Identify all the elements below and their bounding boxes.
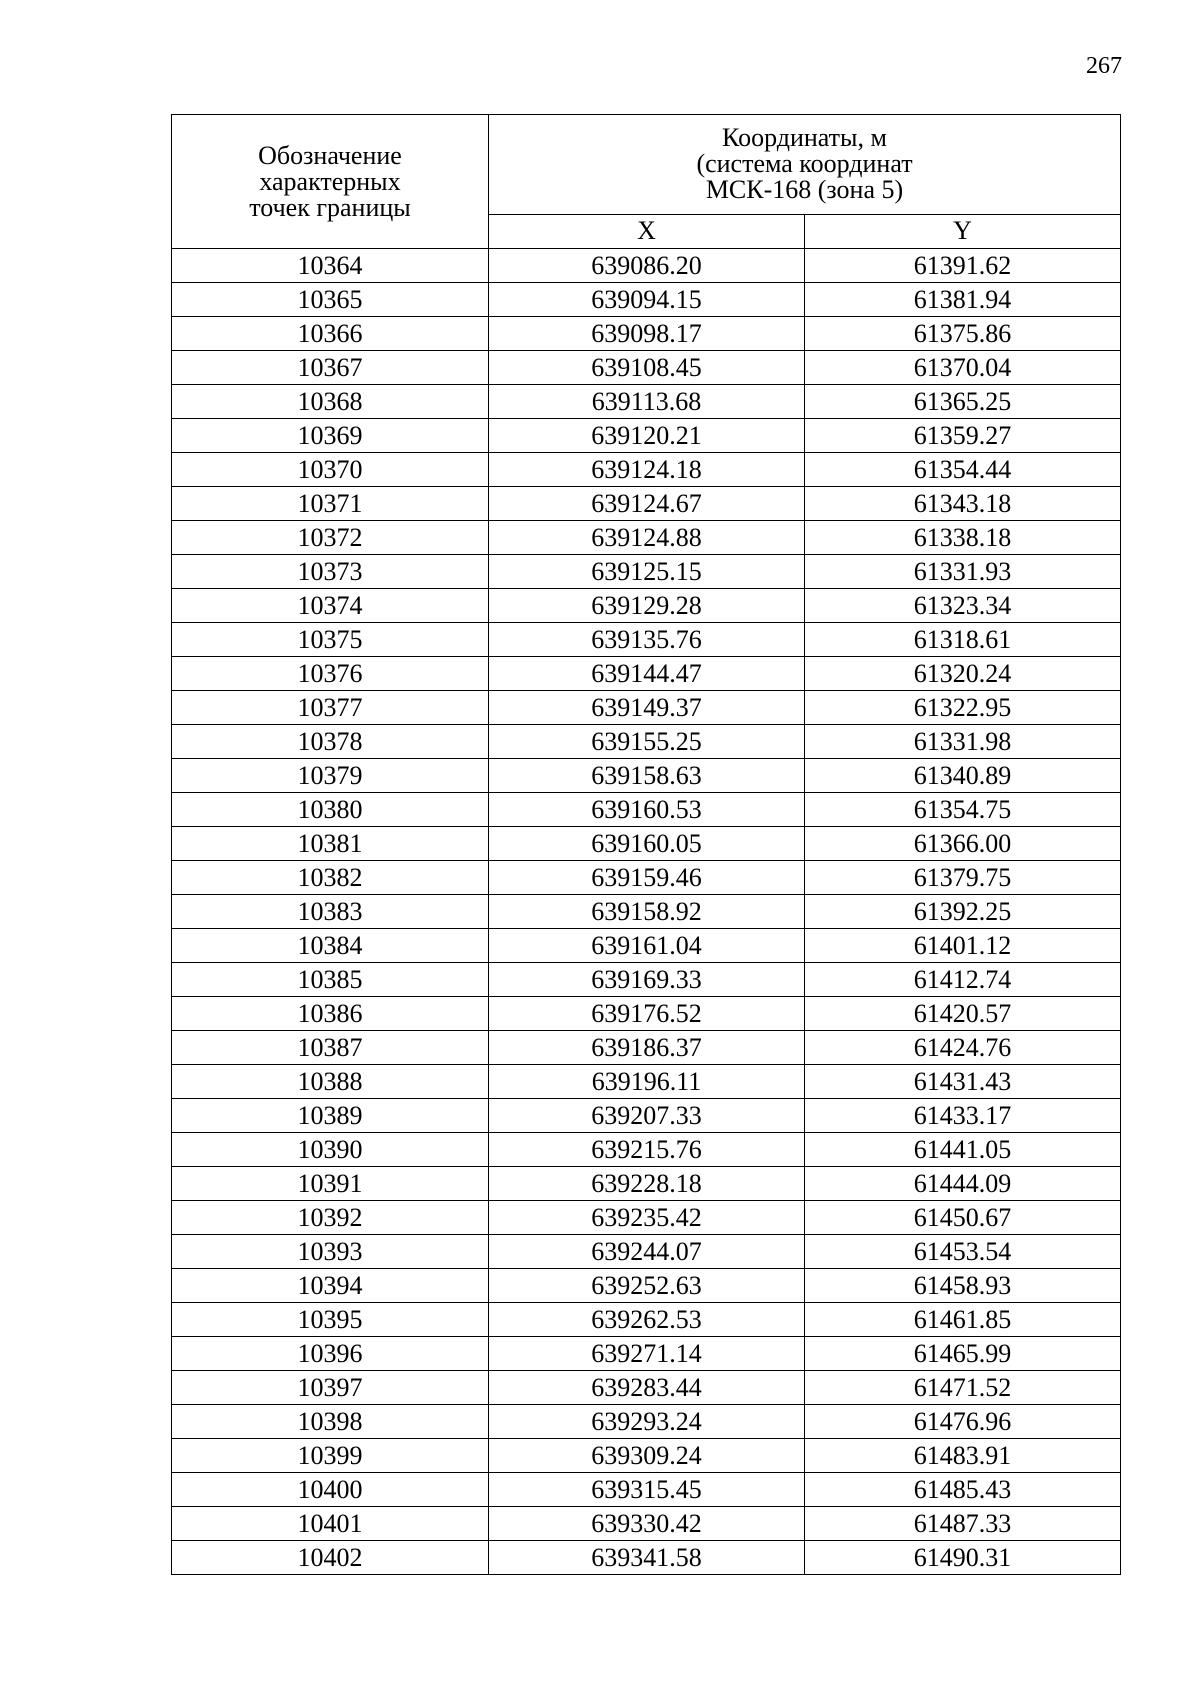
y-coordinate-cell: 61381.94	[805, 283, 1121, 317]
table-row	[172, 1031, 1121, 1065]
table-row	[172, 1235, 1121, 1269]
table-row	[172, 453, 1121, 487]
y-coordinate-cell: 61401.12	[805, 929, 1121, 963]
point-cell: 10397	[172, 1371, 489, 1405]
x-coordinate-cell: 639161.04	[489, 929, 805, 963]
x-coordinate-cell: 639158.63	[489, 759, 805, 793]
table-row	[172, 1405, 1121, 1439]
x-coordinate-cell: 639120.21	[489, 419, 805, 453]
y-coordinate-cell: 61485.43	[805, 1473, 1121, 1507]
x-coordinate-cell: 639144.47	[489, 657, 805, 691]
x-coordinate-cell: 639149.37	[489, 691, 805, 725]
point-header-line-3: точек границы	[249, 192, 411, 222]
y-coordinate-cell: 61354.75	[805, 793, 1121, 827]
x-coordinate-cell: 639108.45	[489, 351, 805, 385]
point-cell: 10374	[172, 589, 489, 623]
point-cell: 10395	[172, 1303, 489, 1337]
table-row	[172, 759, 1121, 793]
x-coordinate-cell: 639155.25	[489, 725, 805, 759]
coordinates-table	[171, 114, 1121, 1575]
x-coordinate-cell: 639341.58	[489, 1541, 805, 1575]
table-row	[172, 827, 1121, 861]
table-row	[172, 419, 1121, 453]
y-coordinate-cell: 61412.74	[805, 963, 1121, 997]
x-coordinate-cell: 639252.63	[489, 1269, 805, 1303]
y-coordinate-cell: 61322.95	[805, 691, 1121, 725]
x-coordinate-cell: 639129.28	[489, 589, 805, 623]
y-coordinate-cell: 61487.33	[805, 1507, 1121, 1541]
y-coordinate-cell: 61340.89	[805, 759, 1121, 793]
table-row	[172, 1065, 1121, 1099]
y-coordinate-cell: 61441.05	[805, 1133, 1121, 1167]
point-cell: 10386	[172, 997, 489, 1031]
table-row	[172, 1371, 1121, 1405]
y-coordinate-cell: 61331.93	[805, 555, 1121, 589]
x-coordinate-cell: 639113.68	[489, 385, 805, 419]
y-coordinate-cell: 61420.57	[805, 997, 1121, 1031]
table-row	[172, 657, 1121, 691]
point-cell: 10383	[172, 895, 489, 929]
x-coordinate-cell: 639309.24	[489, 1439, 805, 1473]
y-coordinate-cell: 61318.61	[805, 623, 1121, 657]
point-cell: 10376	[172, 657, 489, 691]
x-coordinate-cell: 639086.20	[489, 249, 805, 283]
x-coordinate-cell: 639186.37	[489, 1031, 805, 1065]
point-cell: 10399	[172, 1439, 489, 1473]
x-coordinate-cell: 639315.45	[489, 1473, 805, 1507]
point-cell: 10396	[172, 1337, 489, 1371]
point-cell: 10365	[172, 283, 489, 317]
point-designation-header	[172, 115, 489, 249]
x-coordinate-cell: 639207.33	[489, 1099, 805, 1133]
y-coordinate-cell: 61338.18	[805, 521, 1121, 555]
y-coordinate-cell: 61379.75	[805, 861, 1121, 895]
x-coordinate-cell: 639244.07	[489, 1235, 805, 1269]
table-row	[172, 1303, 1121, 1337]
y-coordinate-cell: 61433.17	[805, 1099, 1121, 1133]
y-coordinate-cell: 61331.98	[805, 725, 1121, 759]
table-row	[172, 895, 1121, 929]
y-coordinate-cell: 61461.85	[805, 1303, 1121, 1337]
table-row	[172, 1541, 1121, 1575]
table-row	[172, 351, 1121, 385]
table-header	[172, 115, 1121, 249]
point-cell: 10367	[172, 351, 489, 385]
table-body	[172, 249, 1121, 1575]
point-cell: 10377	[172, 691, 489, 725]
x-coordinate-cell: 639228.18	[489, 1167, 805, 1201]
x-coordinate-cell: 639094.15	[489, 283, 805, 317]
table-row	[172, 555, 1121, 589]
point-cell: 10402	[172, 1541, 489, 1575]
table-row	[172, 963, 1121, 997]
point-cell: 10401	[172, 1507, 489, 1541]
table-row	[172, 725, 1121, 759]
table-row	[172, 623, 1121, 657]
point-cell: 10373	[172, 555, 489, 589]
y-coordinate-cell: 61365.25	[805, 385, 1121, 419]
table-row	[172, 997, 1121, 1031]
coords-header-line-2: (система координат	[696, 149, 913, 179]
x-coordinate-cell: 639330.42	[489, 1507, 805, 1541]
point-cell: 10384	[172, 929, 489, 963]
y-coordinate-cell: 61465.99	[805, 1337, 1121, 1371]
x-column-header: X	[489, 214, 805, 248]
y-coordinate-cell: 61471.52	[805, 1371, 1121, 1405]
x-coordinate-cell: 639124.18	[489, 453, 805, 487]
y-coordinate-cell: 61431.43	[805, 1065, 1121, 1099]
x-coordinate-cell: 639159.46	[489, 861, 805, 895]
table-row	[172, 1337, 1121, 1371]
y-coordinate-cell: 61458.93	[805, 1269, 1121, 1303]
table-row	[172, 487, 1121, 521]
point-cell: 10393	[172, 1235, 489, 1269]
page-number: 267	[1086, 53, 1122, 79]
table-row	[172, 249, 1121, 283]
point-cell: 10368	[172, 385, 489, 419]
x-coordinate-cell: 639293.24	[489, 1405, 805, 1439]
coords-header-line-1: Координаты, м	[722, 123, 887, 153]
y-coordinate-cell: 61391.62	[805, 249, 1121, 283]
x-coordinate-cell: 639196.11	[489, 1065, 805, 1099]
table-row	[172, 1167, 1121, 1201]
table-row	[172, 1201, 1121, 1235]
point-cell: 10370	[172, 453, 489, 487]
y-coordinate-cell: 61370.04	[805, 351, 1121, 385]
y-coordinate-cell: 61483.91	[805, 1439, 1121, 1473]
point-cell: 10391	[172, 1167, 489, 1201]
point-cell: 10378	[172, 725, 489, 759]
x-coordinate-cell: 639235.42	[489, 1201, 805, 1235]
x-coordinate-cell: 639271.14	[489, 1337, 805, 1371]
y-coordinate-cell: 61490.31	[805, 1541, 1121, 1575]
y-column-header: Y	[805, 214, 1121, 248]
point-cell: 10390	[172, 1133, 489, 1167]
y-coordinate-cell: 61359.27	[805, 419, 1121, 453]
table-row	[172, 1473, 1121, 1507]
x-coordinate-cell: 639125.15	[489, 555, 805, 589]
point-cell: 10392	[172, 1201, 489, 1235]
table-row	[172, 317, 1121, 351]
point-cell: 10372	[172, 521, 489, 555]
x-coordinate-cell: 639135.76	[489, 623, 805, 657]
point-cell: 10394	[172, 1269, 489, 1303]
table-row	[172, 1269, 1121, 1303]
x-coordinate-cell: 639160.05	[489, 827, 805, 861]
x-coordinate-cell: 639215.76	[489, 1133, 805, 1167]
y-coordinate-cell: 61450.67	[805, 1201, 1121, 1235]
x-coordinate-cell: 639262.53	[489, 1303, 805, 1337]
x-coordinate-cell: 639098.17	[489, 317, 805, 351]
point-cell: 10385	[172, 963, 489, 997]
x-coordinate-cell: 639124.67	[489, 487, 805, 521]
y-coordinate-cell: 61392.25	[805, 895, 1121, 929]
x-coordinate-cell: 639124.88	[489, 521, 805, 555]
coords-header-line-3: МСК-168 (зона 5)	[705, 175, 904, 205]
table-row	[172, 929, 1121, 963]
y-coordinate-cell: 61476.96	[805, 1405, 1121, 1439]
x-coordinate-cell: 639176.52	[489, 997, 805, 1031]
point-cell: 10382	[172, 861, 489, 895]
y-coordinate-cell: 61453.54	[805, 1235, 1121, 1269]
table-row	[172, 385, 1121, 419]
x-coordinate-cell: 639158.92	[489, 895, 805, 929]
point-cell: 10400	[172, 1473, 489, 1507]
point-cell: 10380	[172, 793, 489, 827]
table-row	[172, 521, 1121, 555]
table-row	[172, 1439, 1121, 1473]
y-coordinate-cell: 61444.09	[805, 1167, 1121, 1201]
point-cell: 10375	[172, 623, 489, 657]
x-coordinate-cell: 639283.44	[489, 1371, 805, 1405]
point-cell: 10398	[172, 1405, 489, 1439]
point-cell: 10366	[172, 317, 489, 351]
y-coordinate-cell: 61323.34	[805, 589, 1121, 623]
y-coordinate-cell: 61424.76	[805, 1031, 1121, 1065]
table-row	[172, 1099, 1121, 1133]
point-cell: 10379	[172, 759, 489, 793]
point-cell: 10369	[172, 419, 489, 453]
x-coordinate-cell: 639160.53	[489, 793, 805, 827]
point-cell: 10387	[172, 1031, 489, 1065]
y-coordinate-cell: 61366.00	[805, 827, 1121, 861]
table-row	[172, 793, 1121, 827]
point-cell: 10371	[172, 487, 489, 521]
coordinates-header	[489, 115, 1121, 215]
point-cell: 10388	[172, 1065, 489, 1099]
table-row	[172, 283, 1121, 317]
table-row	[172, 1133, 1121, 1167]
x-coordinate-cell: 639169.33	[489, 963, 805, 997]
y-coordinate-cell: 61343.18	[805, 487, 1121, 521]
table-row	[172, 589, 1121, 623]
y-coordinate-cell: 61354.44	[805, 453, 1121, 487]
point-cell: 10389	[172, 1099, 489, 1133]
table-row	[172, 691, 1121, 725]
point-cell: 10381	[172, 827, 489, 861]
y-coordinate-cell: 61375.86	[805, 317, 1121, 351]
point-header-line-1: Обозначение	[258, 140, 402, 170]
y-coordinate-cell: 61320.24	[805, 657, 1121, 691]
point-cell: 10364	[172, 249, 489, 283]
table-row	[172, 1507, 1121, 1541]
point-header-line-2: характерных	[259, 166, 401, 196]
table-row	[172, 861, 1121, 895]
